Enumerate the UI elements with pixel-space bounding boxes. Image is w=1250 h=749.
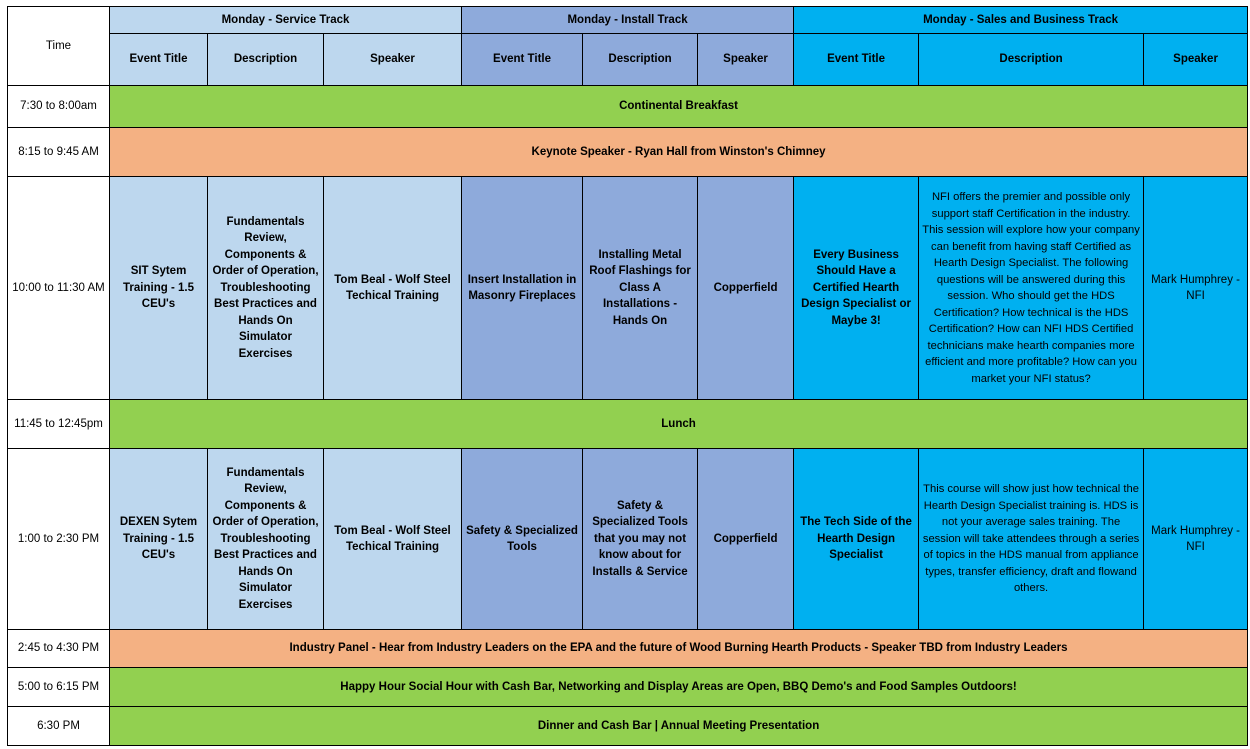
panel-event: Industry Panel - Hear from Industry Leaders on the EPA and the future of Wood Burning Hearth Products - Speaker TBD from Industry Leaders (110, 630, 1248, 668)
table-row-session-2 (8, 449, 1248, 630)
sales-event-title: The Tech Side of the Hearth Design Specialist (794, 449, 919, 630)
sales-speaker: Mark Humphrey - NFI (1144, 449, 1248, 630)
table-row-panel (8, 630, 1248, 668)
sales-description-header: Description (919, 34, 1144, 86)
breakfast-event: Continental Breakfast (110, 86, 1248, 128)
table-row-keynote (8, 128, 1248, 177)
install-speaker: Copperfield (698, 177, 794, 400)
time-cell: 2:45 to 4:30 PM (8, 630, 110, 668)
table-row-happy-hour (8, 668, 1248, 707)
time-cell: 8:15 to 9:45 AM (8, 128, 110, 177)
table-row-breakfast (8, 86, 1248, 128)
table-row-lunch (8, 400, 1248, 449)
time-cell: 5:00 to 6:15 PM (8, 668, 110, 707)
service-description: Fundamentals Review, Components & Order of Operation, Troubleshooting Best Practices and Hands On Simulator Exercises (208, 449, 324, 630)
install-event-title: Safety & Specialized Tools (462, 449, 583, 630)
service-event-title-header: Event Title (110, 34, 208, 86)
install-speaker-header: Speaker (698, 34, 794, 86)
time-cell: 1:00 to 2:30 PM (8, 449, 110, 630)
install-description: Safety & Specialized Tools that you may not know about for Installs & Service (583, 449, 698, 630)
sales-description: NFI offers the premier and possible only support staff Certification in the industry. This session will explore how your company can benefit from having staff Certified as Hearth Design Specialist. The following questions will be answered during this session. Who should get the HDS Certification? How technical is the HDS Certification? How can NFI HDS Certified technicians make hearth companies more efficient and more profitable? How can you market your NFI status? (919, 177, 1144, 400)
sales-event-title-header: Event Title (794, 34, 919, 86)
install-event-title-header: Event Title (462, 34, 583, 86)
schedule-table (7, 6, 1248, 746)
service-event-title: SIT Sytem Training - 1.5 CEU's (110, 177, 208, 400)
happy-hour-event: Happy Hour Social Hour with Cash Bar, Networking and Display Areas are Open, BBQ Demo's and Food Samples Outdoors! (110, 668, 1248, 707)
sales-speaker-header: Speaker (1144, 34, 1248, 86)
sales-track-header: Monday - Sales and Business Track (794, 7, 1248, 34)
service-speaker: Tom Beal - Wolf Steel Techical Training (324, 177, 462, 400)
service-speaker: Tom Beal - Wolf Steel Techical Training (324, 449, 462, 630)
install-event-title: Insert Installation in Masonry Fireplaces (462, 177, 583, 400)
time-cell: 11:45 to 12:45pm (8, 400, 110, 449)
time-cell: 7:30 to 8:00am (8, 86, 110, 128)
service-speaker-header: Speaker (324, 34, 462, 86)
install-description: Installing Metal Roof Flashings for Class A Installations - Hands On (583, 177, 698, 400)
schedule-sheet (7, 6, 1248, 746)
service-event-title: DEXEN Sytem Training - 1.5 CEU's (110, 449, 208, 630)
column-header-row (8, 34, 1248, 86)
dinner-event: Dinner and Cash Bar | Annual Meeting Presentation (110, 707, 1248, 746)
service-description-header: Description (208, 34, 324, 86)
service-track-header: Monday - Service Track (110, 7, 462, 34)
service-description: Fundamentals Review, Components & Order of Operation, Troubleshooting Best Practices and Hands On Simulator Exercises (208, 177, 324, 400)
time-cell: 10:00 to 11:30 AM (8, 177, 110, 400)
install-speaker: Copperfield (698, 449, 794, 630)
time-header: Time (8, 7, 110, 86)
install-track-header: Monday - Install Track (462, 7, 794, 34)
table-row-session-1 (8, 177, 1248, 400)
keynote-event: Keynote Speaker - Ryan Hall from Winston's Chimney (110, 128, 1248, 177)
lunch-event: Lunch (110, 400, 1248, 449)
sales-event-title: Every Business Should Have a Certified Hearth Design Specialist or Maybe 3! (794, 177, 919, 400)
sales-speaker: Mark Humphrey - NFI (1144, 177, 1248, 400)
install-description-header: Description (583, 34, 698, 86)
time-cell: 6:30 PM (8, 707, 110, 746)
table-row-dinner (8, 707, 1248, 746)
sales-description: This course will show just how technical the Hearth Design Specialist training is. HDS is not your average sales training. The session will take attendees through a series of topics in the HDS manual from appliance types, transfer efficiency, draft and flowand others. (919, 449, 1144, 630)
track-header-row (8, 7, 1248, 34)
